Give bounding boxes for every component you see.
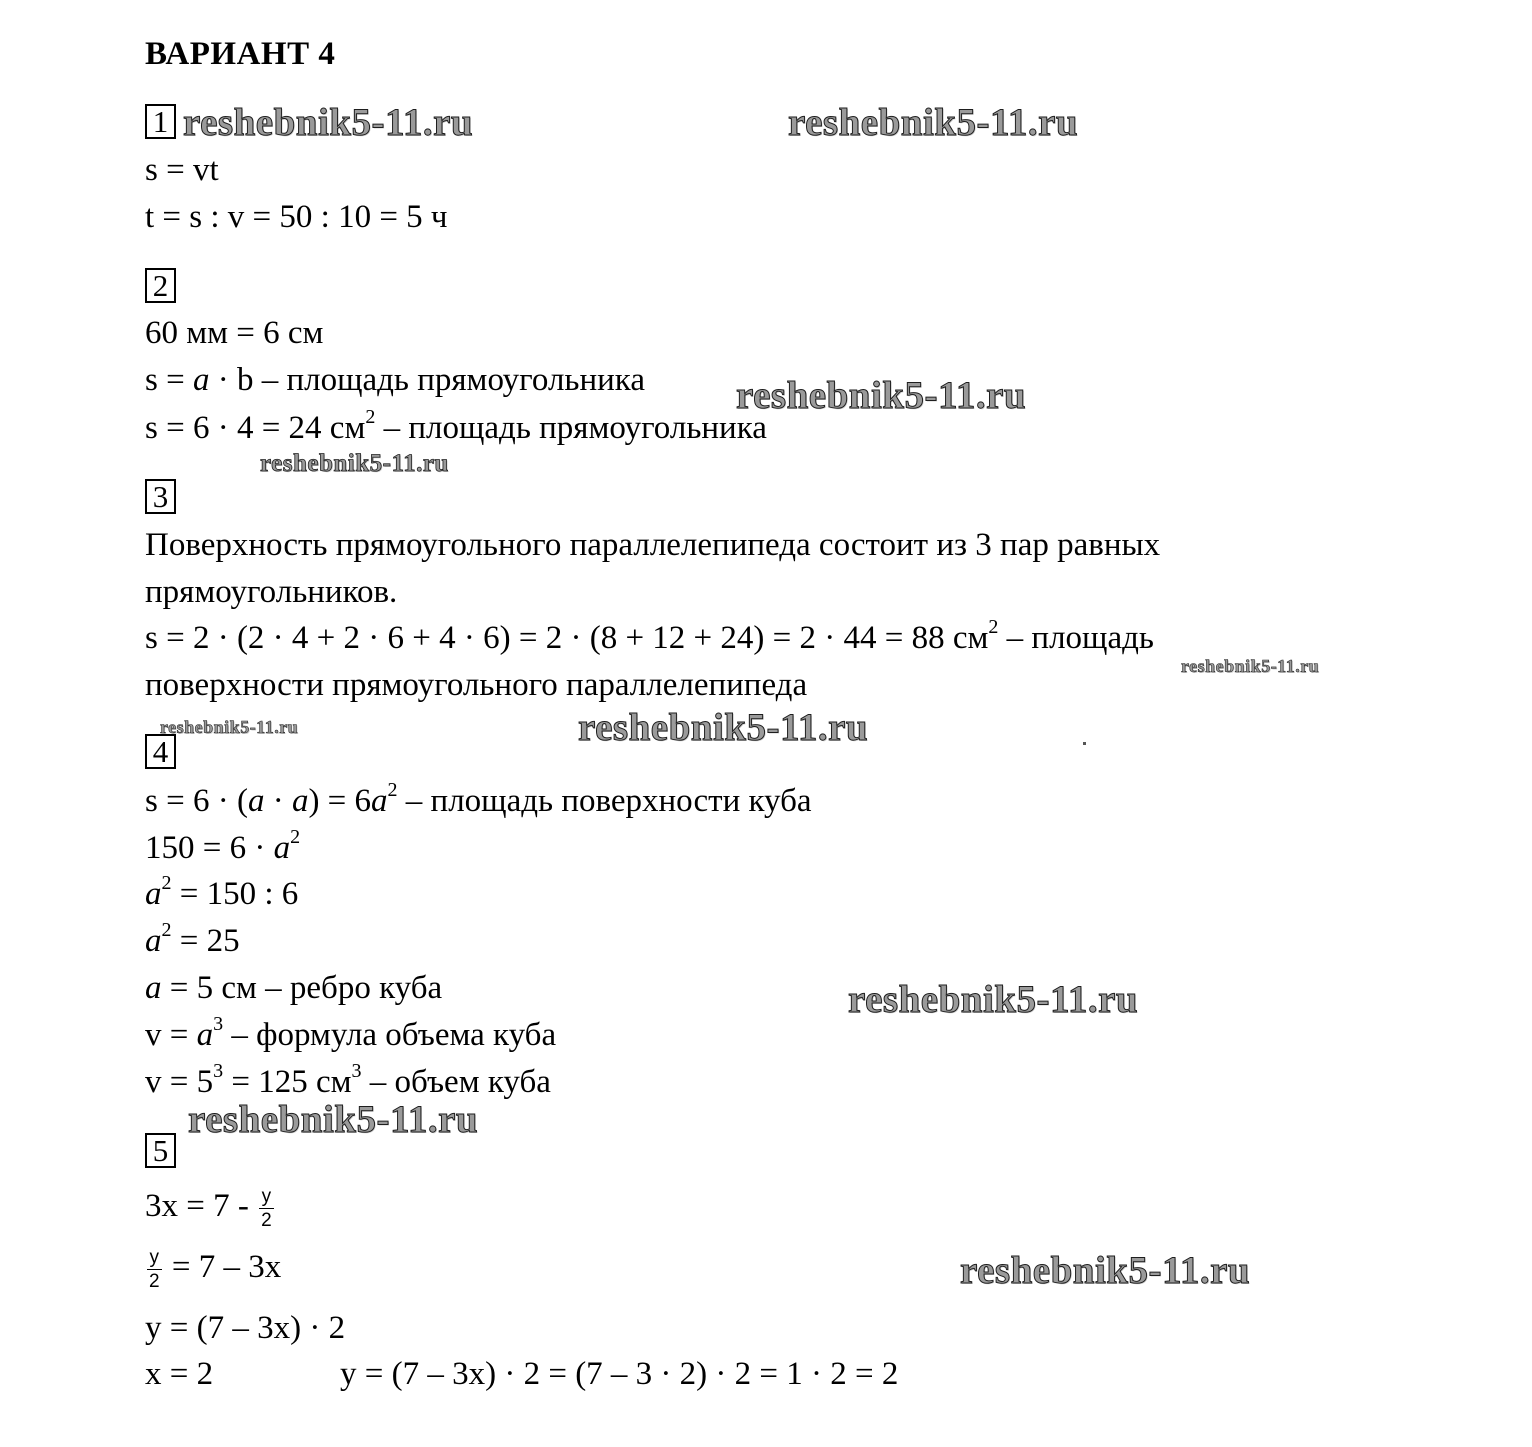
task-3-line-2: прямоугольников. <box>145 574 398 610</box>
task-2-line-3: s = 6 · 4 = 24 $см^2$ – площадь прямоугольника <box>145 406 767 446</box>
task-4-line-1: $s = 6 \cdot (a \cdot a) = 6a^2$ – площадь поверхности куба <box>145 779 812 819</box>
task-2-line-2: s = a · b – площадь прямоугольника <box>145 362 645 398</box>
fraction-y-over-2: $\frac{y}{2}$ <box>261 1186 272 1231</box>
page-title: ВАРИАНТ 4 <box>145 36 336 72</box>
watermark-text: reshebnik5-11.ru <box>736 374 1027 417</box>
task-number-2: 2 <box>145 268 176 303</box>
task-number-5: 5 <box>145 1133 176 1168</box>
task-5-line-1: 3x = 7 - $\frac{y}{2}$ <box>145 1186 272 1231</box>
task-5-line-3: y = (7 – 3x) · 2 <box>145 1310 346 1346</box>
task-3-line-1: Поверхность прямоугольного параллелепипеда состоит из 3 пар равных <box>145 527 1161 563</box>
task-1-line-1: s = vt <box>145 152 219 188</box>
fraction-y-over-2: $\frac{y}{2}$ <box>149 1247 160 1292</box>
task-4-line-6: $v = a^3$ – формула объема куба <box>145 1013 557 1053</box>
task-4-line-5: a = 5 см – ребро куба <box>145 970 443 1006</box>
task-5-line-4-right: y = (7 – 3x) · 2 = (7 – 3 · 2) · 2 = 1 · 2 = 2 <box>340 1356 899 1392</box>
watermark-text: reshebnik5-11.ru <box>160 717 299 737</box>
watermark-text: reshebnik5-11.ru <box>788 101 1079 144</box>
watermark-text: reshebnik5-11.ru <box>188 1098 479 1141</box>
task-4-line-4: $a^2 = 25$ <box>145 919 240 959</box>
task-3-line-4: поверхности прямоугольного параллелепипеда <box>145 667 808 703</box>
task-number-1: 1 <box>145 104 176 139</box>
task-5-line-4-left: x = 2 <box>145 1356 214 1392</box>
watermark-text: reshebnik5-11.ru <box>848 978 1139 1021</box>
watermark-text: reshebnik5-11.ru <box>183 101 474 144</box>
task-5-line-2: $\frac{y}{2}$ = 7 – 3x <box>149 1247 282 1292</box>
task-3-line-3: s = 2 · (2 · 4 + 2 · 6 + 4 · 6) = 2 · (8 + 12 + 24) = 2 · 44 = 88 $см^2$ – площадь <box>145 616 1154 656</box>
watermark-text: reshebnik5-11.ru <box>578 706 869 749</box>
task-4-line-7: $v = 5^3 = 125$ $см^3$ – объем куба <box>145 1060 551 1100</box>
watermark-text: reshebnik5-11.ru <box>960 1249 1251 1292</box>
scan-speck <box>1083 742 1086 745</box>
task-number-3: 3 <box>145 479 176 514</box>
task-1-line-2: t = s : v = 50 : 10 = 5 ч <box>145 199 448 235</box>
watermark-text: reshebnik5-11.ru <box>1181 656 1320 676</box>
watermark-text: reshebnik5-11.ru <box>260 450 449 477</box>
task-number-4: 4 <box>145 734 176 769</box>
task-4-line-3: $a^2 = 150$ : 6 <box>145 872 299 912</box>
task-2-line-1: 60 мм = 6 см <box>145 315 324 351</box>
task-4-line-2: $150 = 6 \cdot a^2$ <box>145 826 301 866</box>
